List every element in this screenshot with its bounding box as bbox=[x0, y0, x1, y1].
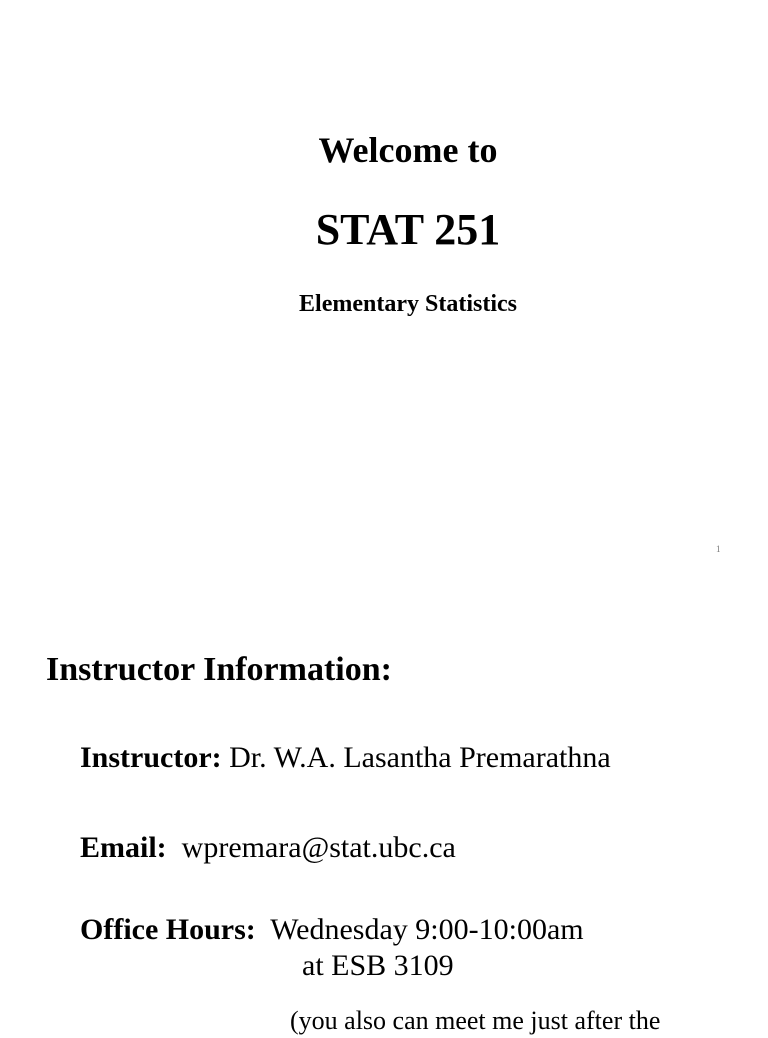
instructor-label: Instructor: bbox=[80, 741, 222, 774]
slide-subtitle: Elementary Statistics bbox=[299, 291, 517, 317]
page-number: 1 bbox=[716, 544, 721, 554]
email-line bbox=[80, 829, 456, 867]
instructor-value: Dr. W.A. Lasantha Premarathna bbox=[229, 741, 611, 774]
office-hours-label: Office Hours: bbox=[80, 913, 256, 946]
office-hours-location: at ESB 3109 bbox=[302, 949, 454, 982]
instructor-line bbox=[80, 739, 611, 777]
slide-title-course: STAT 251 bbox=[315, 205, 501, 254]
office-hours-note: (you also can meet me just after the bbox=[290, 1006, 661, 1035]
email-value: wpremara@stat.ubc.ca bbox=[181, 831, 456, 864]
section-heading: Instructor Information: bbox=[46, 651, 392, 688]
office-hours-line bbox=[80, 911, 584, 949]
office-hours-value: Wednesday 9:00-10:00am bbox=[270, 913, 584, 946]
slide-title-welcome: Welcome to bbox=[318, 130, 498, 170]
email-label: Email: bbox=[80, 831, 167, 864]
